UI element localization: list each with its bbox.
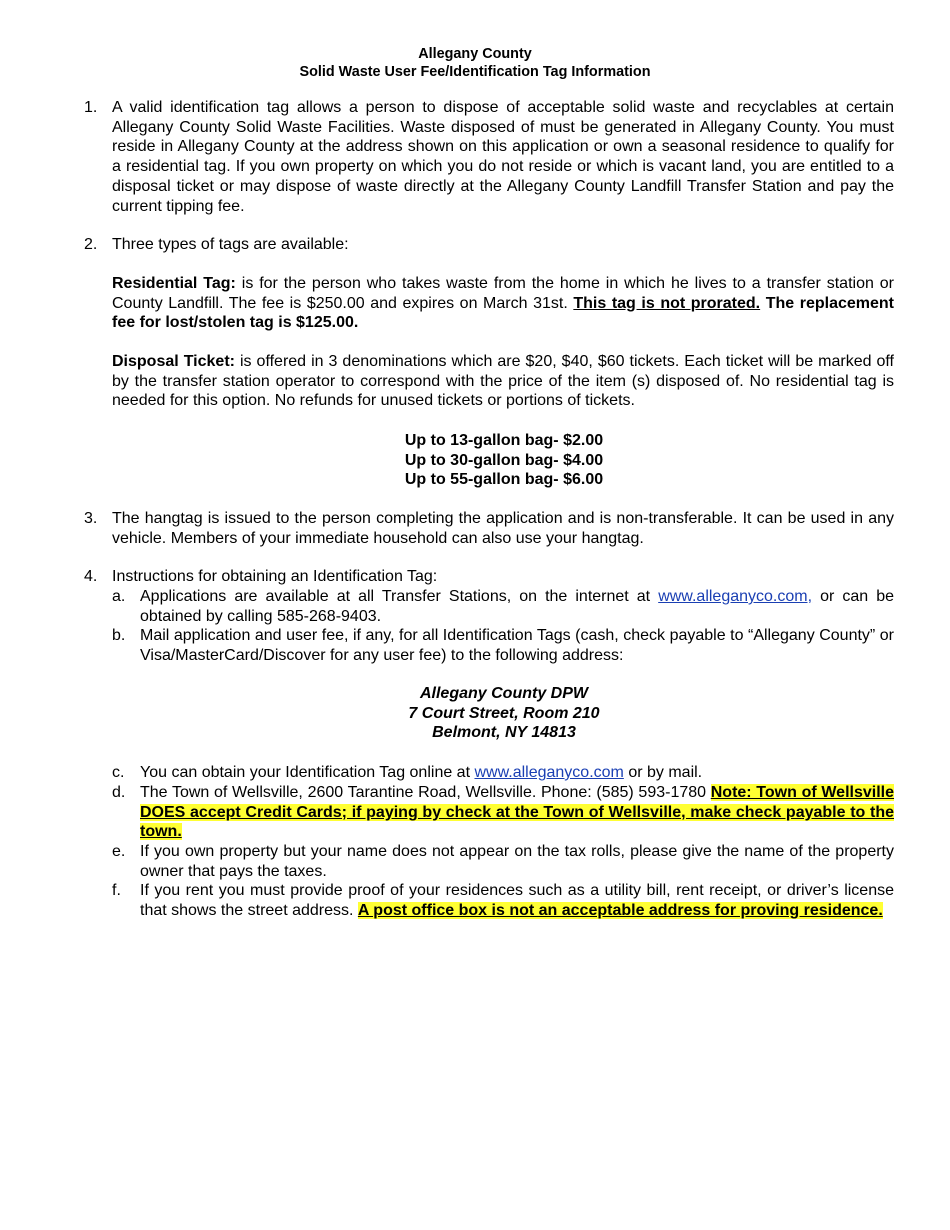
proof-of-residence-info: If you rent you must provide proof of your residences such as a utility bill, rent receipt, or driver’s license that shows the street address. [140,882,894,919]
item-4c-post: or by mail. [623,764,703,781]
price-13-gallon: Up to 13-gallon bag- $2.00 [404,432,604,449]
price-30-gallon: Up to 30-gallon bag- $4.00 [404,451,604,469]
alleganyco-link[interactable]: www.alleganyco.com, [658,588,813,605]
item-4d-text [140,783,894,842]
item-1-number: 1. [84,99,98,116]
item-4e-text: If you own property but your name does not appear on the tax rolls, please give the name of the property owner that pays the taxes. [140,843,894,880]
item-4a-text [140,587,894,626]
disposal-ticket-description: is offered in 3 denominations which are $20, $40, $60 tickets. Each ticket will be marked off by the transfer station operator to correspond with the price of the item (s) disposed of. No residential tag is needed for this option. No refunds for unused tickets or portions of tickets. [112,353,895,410]
item-4a-post: or can be obtained by calling 585-268-9403. [140,588,895,625]
item-4e-letter: e. [112,843,126,860]
wellsville-credit-card-note: Note: Town of Wellsville DOES accept Credit Cards; if paying by check at the Town of Wellsville, make check payable to the town. [140,784,895,841]
residential-tag-text [112,274,894,333]
item-2-intro: Three types of tags are available: [112,236,349,253]
disposal-ticket-text [112,352,894,411]
wellsville-info: The Town of Wellsville, 2600 Tarantine Road, Wellsville. Phone: (585) 593-1780 [140,784,711,801]
item-4c-pre: You can obtain your Identification Tag online at [140,764,475,781]
replacement-fee-note: The replacement fee for lost/stolen tag is $125.00. [112,294,895,332]
address-line-3: Belmont, NY 14813 [432,724,576,742]
header-county: Allegany County [418,46,532,62]
address-line-2: 7 Court Street, Room 210 [408,704,600,722]
item-4-number: 4. [84,568,98,585]
item-4b-text: Mail application and user fee, if any, for all Identification Tags (cash, check payable to “Allegany County” or Visa/MasterCard/Discover for any user fee) to the following address: [140,627,894,664]
item-4f-letter: f. [112,882,121,899]
residential-tag-label: Residential Tag: [112,275,236,292]
residential-tag-description: is for the person who takes waste from the home in which he lives to a transfer station or County Landfill. The fee is $250.00 and expires on March 31st. [112,275,895,312]
address-line-1: Allegany County DPW [419,685,588,702]
document-header [0,45,950,81]
item-3-text: The hangtag is issued to the person completing the application and is non-transferable. It can be used in any vehicle. Members of your immediate household can also use your hangtag. [112,510,894,547]
item-4a-pre: Applications are available at all Transfer Stations, on the internet at [140,588,659,605]
item-1-text: A valid identification tag allows a person to dispose of acceptable solid waste and recyclables at certain Allegany County Solid Waste Facilities. Waste disposed of must be generated in Allegany County. You must reside in Allegany County at the address shown on this application or own a seasonal residence to qualify for a residential tag. If you own property on which you do not reside or which is vacant land, you are entitled to a disposal ticket or may dispose of waste directly at the Allegany County Landfill Transfer Station and pay the current tipping fee. [112,99,894,215]
not-prorated-note: This tag is not prorated. [573,294,761,312]
item-3-number: 3. [84,510,98,527]
mailing-address [84,684,924,743]
item-4f-text [140,881,894,920]
item-4b-letter: b. [112,627,126,644]
item-4a-letter: a. [112,588,126,605]
alleganyco-online-link[interactable]: www.alleganyco.com [474,764,624,781]
item-4c-text [140,763,894,783]
item-4-intro: Instructions for obtaining an Identification Tag: [112,568,438,585]
item-4d-letter: d. [112,784,126,801]
price-55-gallon: Up to 55-gallon bag- $6.00 [404,471,604,489]
item-4c-letter: c. [112,764,125,781]
disposal-ticket-label: Disposal Ticket: [112,353,235,370]
header-title: Solid Waste User Fee/Identification Tag Information [299,64,651,80]
po-box-note: A post office box is not an acceptable address for proving residence. [357,901,883,919]
item-2-number: 2. [84,236,98,253]
bag-price-list [84,431,924,490]
